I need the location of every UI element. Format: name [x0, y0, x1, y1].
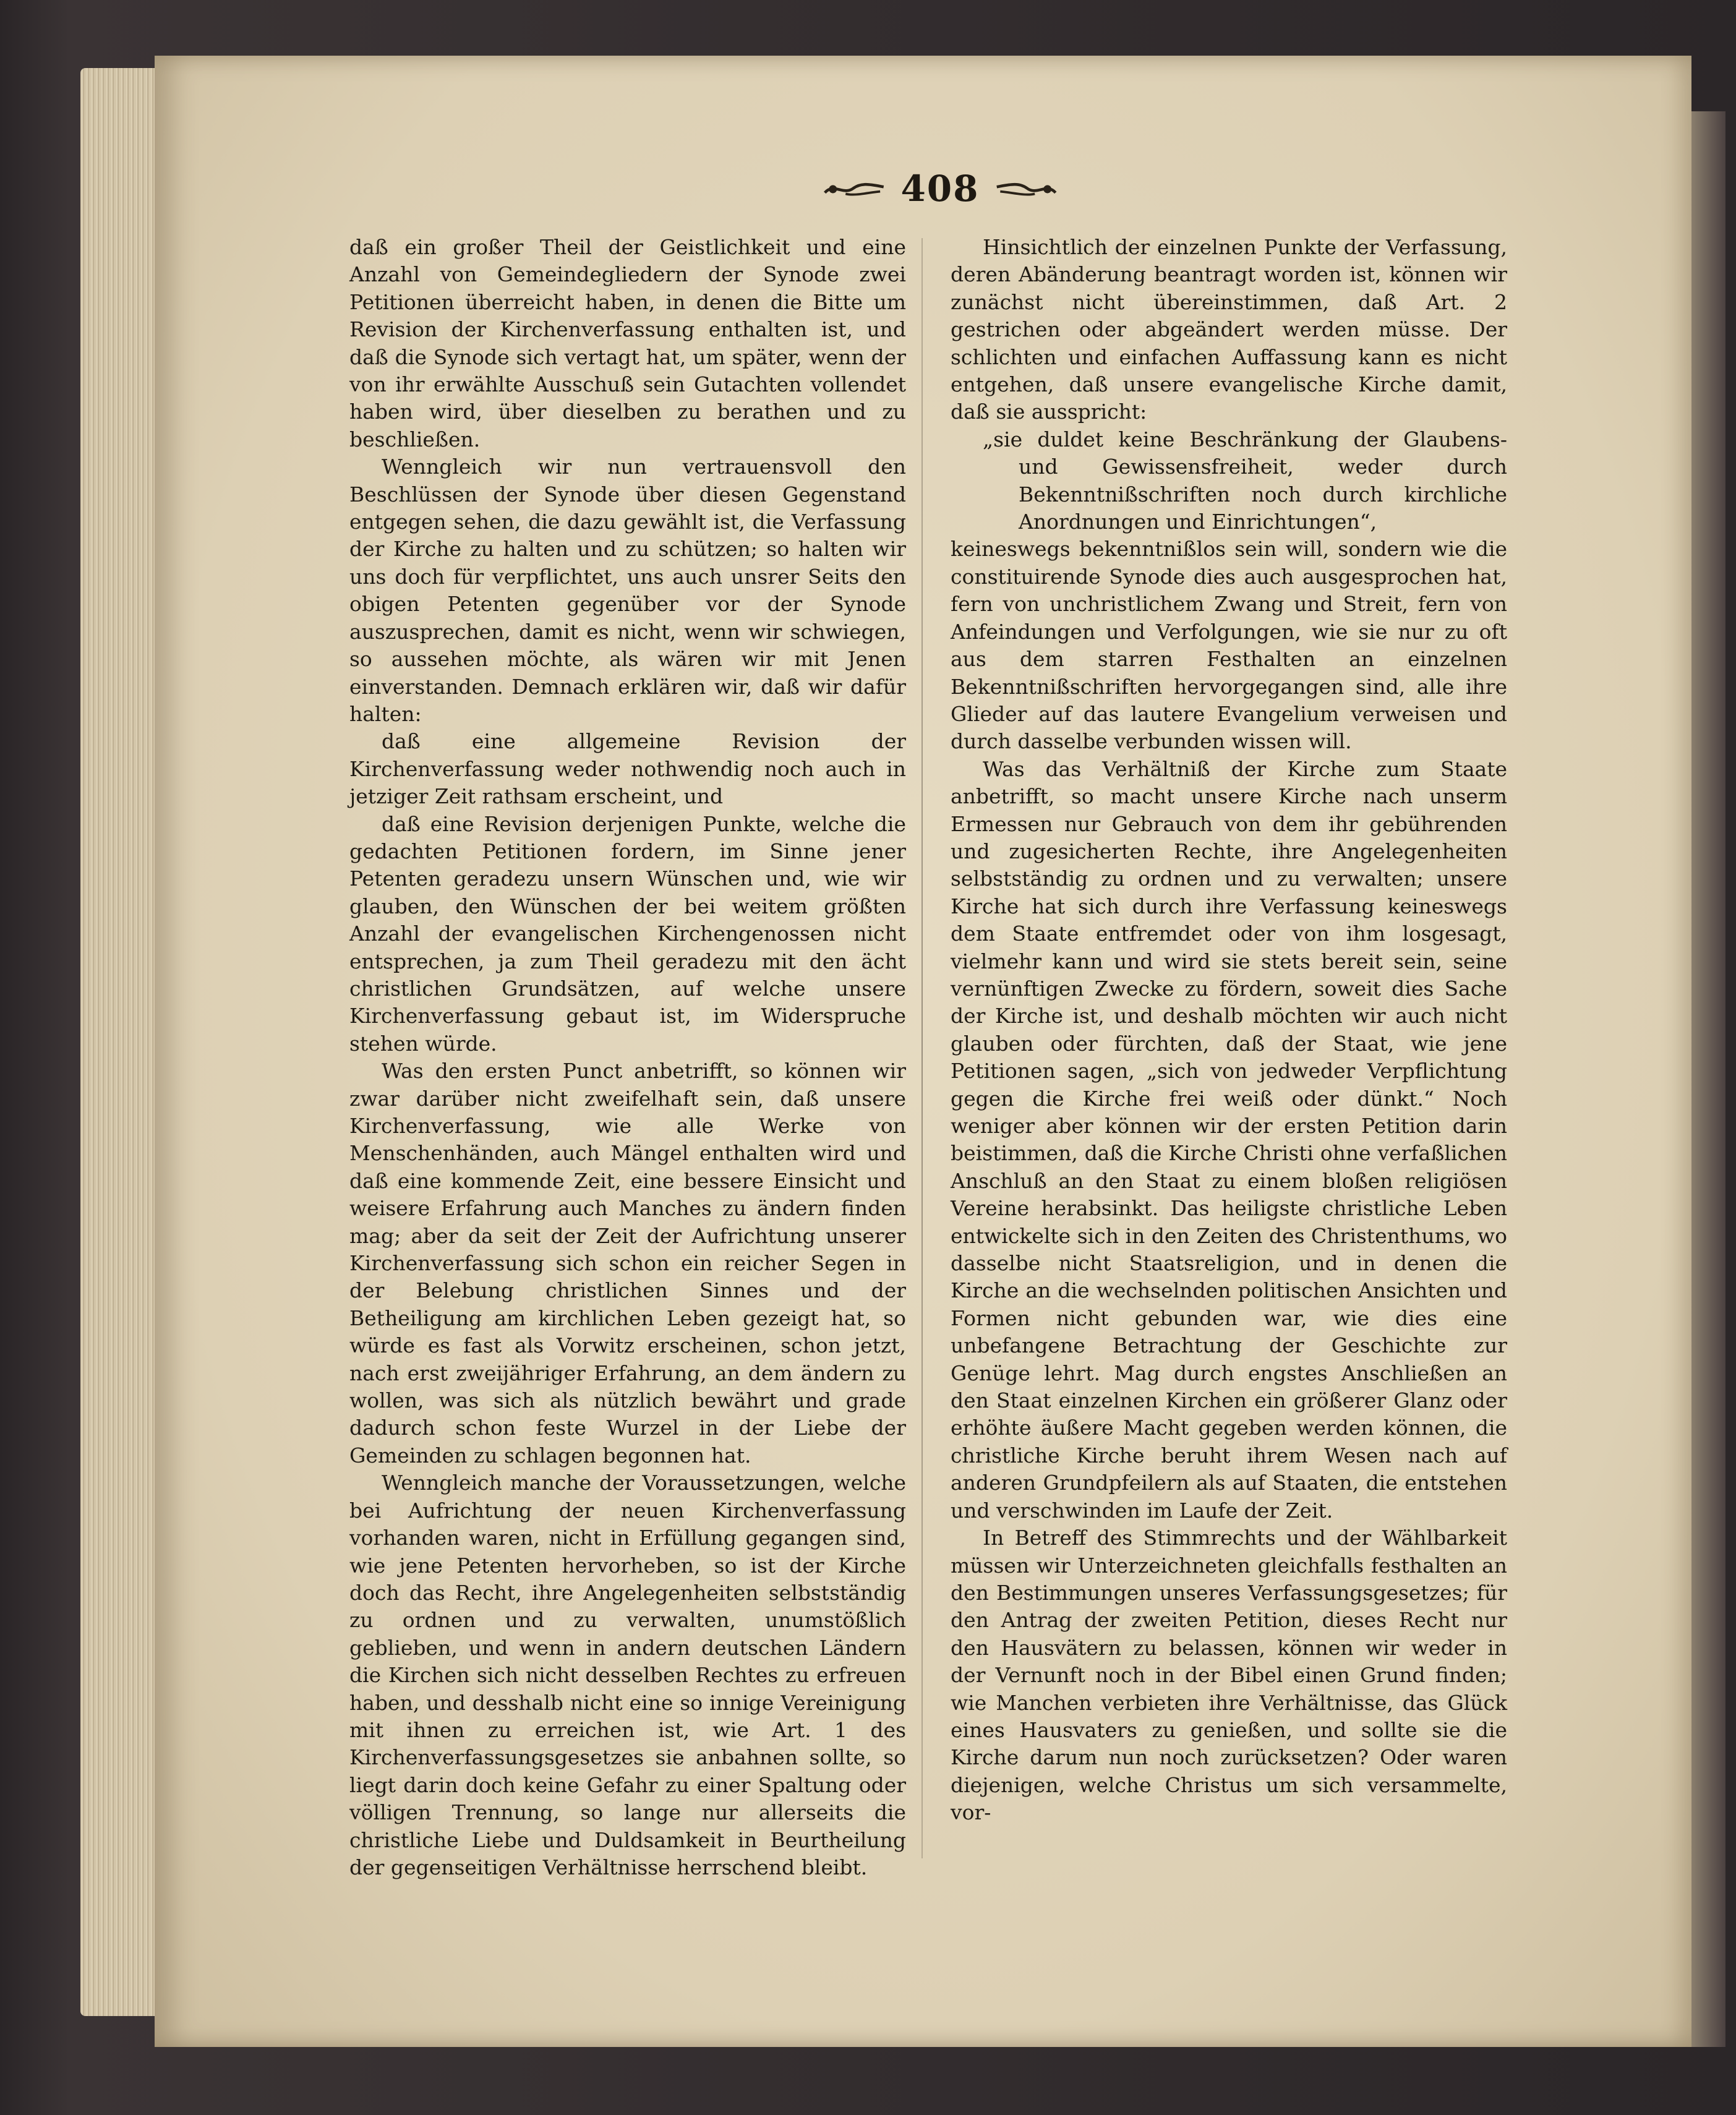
right-column [951, 234, 1507, 1827]
column-divider [921, 238, 923, 1858]
left-column [349, 234, 906, 1881]
paragraph-voraussetzungen: Wenngleich manche der Voraussetzungen, welche bei Aufrichtung der neuen Kirchenverfassung vorhanden waren, nicht in Erfüllung gegangen sind, wie jene Petenten hervorheben, so ist der Kirche doch das Recht, ihre Angelegenheiten selbstständig zu ordnen und zu verwalten, unumstößlich geblieben, und wenn in andern deutschen Ländern die Kirchen sich nicht desselben Rechtes zu erfreuen haben, und desshalb nicht eine so innige Vereinigung mit ihnen zu erreichen ist, wie Art. 1 des Kirchenverfassungsgesetzes sie anbahnen sollte, so liegt darin doch keine Gefahr zu einer Spaltung oder völligen Trennung, so lange nur allerseits die christliche Liebe und Duldsamkeit in Beurtheilung der gegenseitigen Verhältnisse herrschend bleibt. [349, 1471, 906, 1879]
paragraph-first-point: Was den ersten Punct anbetrifft, so können wir zwar darüber nicht zweifelhaft sein, daß unsere Kirchenverfassung, wie alle Werke von Menschenhänden, auch Mängel enthalten wird und daß eine kommende Zeit, eine bessere Einsicht und weisere Erfahrung auch Manches zu ändern finden mag; aber da seit der Zeit der Aufrichtung unserer Kirchenverfassung sich schon ein reicher Segen in der Belebung christlichen Sinnes und der Betheiligung am kirchlichen Leben gezeigt hat, so würde es fast als Vorwitz erscheinen, schon jetzt, nach erst zweijähriger Erfahrung, an dem ändern zu wollen, was sich als nützlich bewährt und grade dadurch schon feste Wurzel in der Liebe der Gemeinden zu schlagen begonnen hat. [349, 1059, 906, 1468]
paragraph-staat: Was das Verhältniß der Kirche zum Staate anbetrifft, so macht unsere Kirche nach unserm Ermessen nur Gebrauch von dem ihr gebührenden und zugesicherten Rechte, ihre Angelegenheiten selbstständig zu ordnen und zu verwalten; unsere Kirche hat sich durch ihre Verfassung keineswegs dem Staate entfremdet oder von ihm losgesagt, vielmehr kann und wird sie stets bereit sein, seine vernünftigen Zwecke zu fördern, soweit dies Sache der Kirche ist, und deshalb möchten wir auch nicht glauben oder fürchten, daß der Staat, wie jene Petitionen sagen, „sich von jedweder Verpflichtung gegen die Kirche frei weiß oder dünkt.“ Noch weniger aber können wir der ersten Petition darin beistimmen, daß die Kirche Christi ohne verfaßlichen Anschluß an den Staat zu einem bloßen religiösen Vereine herabsinkt. Das heiligste christliche Leben entwickelte sich in den Zeiten des Christenthums, wo dasselbe nicht Staatsreligion, und in denen die Kirche an die wechselnden politischen Ansichten und Formen nicht gebunden war, wie dies eine unbefangene Betrachtung der Geschichte zur Genüge lehrt. Mag durch engstes Anschließen an den Staat einzelnen Kirchen ein größerer Glanz oder erhöhte äußere Macht gegeben werden können, die christliche Kirche beruht ihrem Wesen nach auf anderen Grundpfeilern als auf Staaten, die entstehen und verschwinden im Laufe der Zeit. [951, 756, 1507, 1523]
page-header [823, 161, 1058, 216]
paragraph-keineswegs: keineswegs bekenntnißlos sein will, sondern wie die constituirende Synode dies auch ausgesprochen hat, fern von unchristlichem Zwang und Streit, fern von Anfeindungen und Verfolgungen, wie sie nur zu oft aus dem starren Festhalten an einzelnen Bekenntnißschriften hervorgegangen sind, alle ihre Glieder auf das lautere Evangelium verweisen und durch dasselbe verbunden wissen will. [951, 537, 1507, 754]
resolution-item-2: daß eine Revision derjenigen Punkte, welche die gedachten Petitionen fordern, im Sinne jener Petenten geradezu unsern Wünschen und, wie wir glauben, den Wünschen der bei weitem größten Anzahl der evangelischen Kirchengenossen nicht entsprechen, ja zum Theil geradezu mit den ächt christlichen Grundsätzen, auf welche unsere Kirchenverfassung gebaut ist, im Widerspruche stehen würde. [349, 811, 906, 1056]
book-right-edge [1691, 111, 1725, 2047]
left-ornament-icon [823, 178, 886, 199]
page-number: 408 [900, 168, 980, 210]
resolution-item-1: daß eine allgemeine Revision der Kirchenverfassung weder nothwendig noch auch in jetziger Zeit rathsam erscheint, und [349, 729, 906, 809]
block-quote: „sie duldet keine Beschränkung der Glaubens- und Gewissensfreiheit, weder durch Bekenntnißschriften noch durch kirchliche Anordnungen und Einrichtungen“, [983, 427, 1507, 534]
paragraph-stimmrecht: In Betreff des Stimmrechts und der Wählbarkeit müssen wir Unterzeichneten gleichfalls festhalten an den Bestimmungen unseres Verfassungsgesetzes; für den Antrag der zweiten Petition, dieses Recht nur den Hausvätern zu belassen, können wir weder in der Vernunft noch in der Bibel einen Grund finden; wie Manchen verbieten ihre Verhältnisse, das Glück eines Hausvaters zu genießen, und sollte sie die Kirche darum nun noch zurücksetzen? Oder waren diejenigen, welche Christus um sich versammelte, vor- [951, 1526, 1507, 1825]
paragraph-wenngleich: Wenngleich wir nun vertrauensvoll den Beschlüssen der Synode über diesen Gegenstand entgegen sehen, die dazu gewählt ist, die Verfassung der Kirche zu halten und zu schützen; so halten wir uns doch für verpflichtet, uns auch unsrer Seits den obigen Petenten gegenüber vor der Synode auszusprechen, damit es nicht, wenn wir schwiegen, so aussehen möchte, als wären wir mit Jenen einverstanden. Demnach erklären wir, daß wir dafür halten: [349, 455, 906, 726]
paragraph-continuation: daß ein großer Theil der Geistlichkeit und eine Anzahl von Gemeindegliedern der Synode zwei Petitionen überreicht haben, in denen die Bitte um Revision der Kirchenverfassung enthalten ist, und daß die Synode sich vertagt hat, um später, wenn der von ihr erwählte Ausschuß sein Gutachten vollendet haben wird, über dieselben zu berathen und zu beschließen. [349, 235, 906, 451]
paragraph-hinsichtlich: Hinsichtlich der einzelnen Punkte der Verfassung, deren Abänderung beantragt worden ist, können wir zunächst nicht übereinstimmen, daß Art. 2 gestrichen oder abgeändert werden müsse. Der schlichten und einfachen Auffassung kann es nicht entgehen, daß unsere evangelische Kirche damit, daß sie ausspricht: [951, 235, 1507, 424]
right-ornament-icon [994, 178, 1058, 199]
